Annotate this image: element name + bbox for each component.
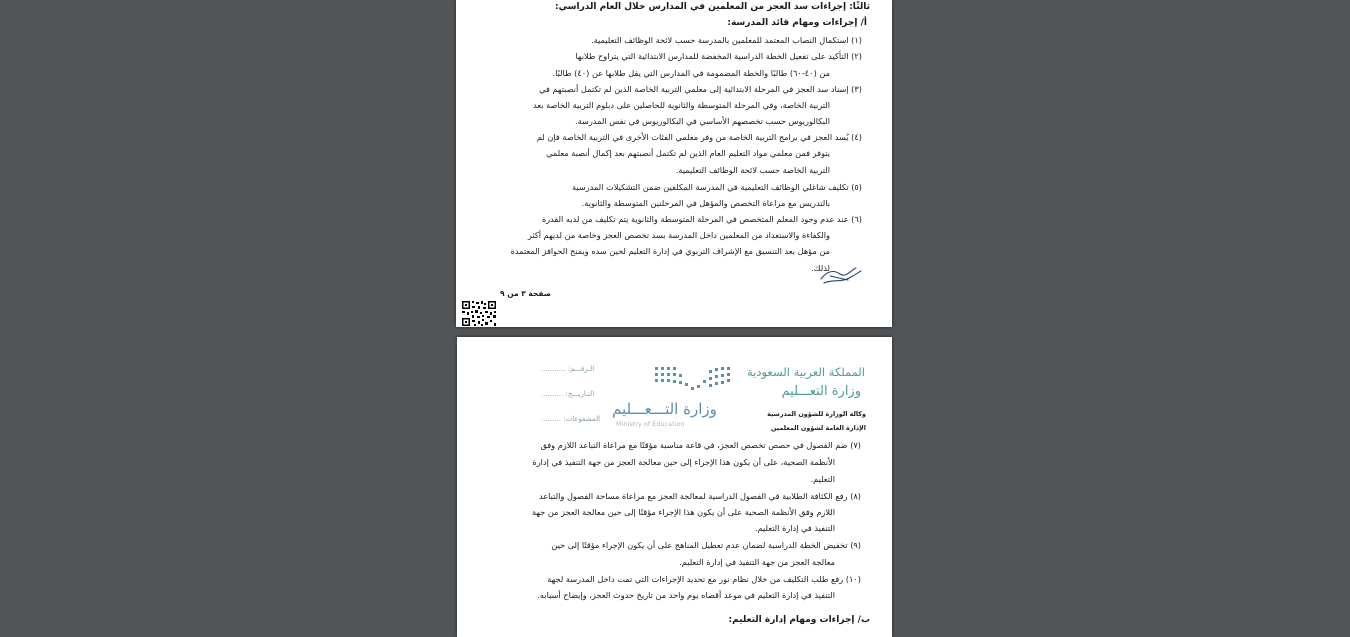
qr-code-icon xyxy=(461,300,497,327)
text-line: (٤) يُسد العجز في برامج التربية الخاصة من وفر معلمي الفئات الأخرى في التربية الخاصة فإن لم xyxy=(536,132,862,142)
letterhead-agency: وكالة الوزارة للشؤون المدرسية xyxy=(767,410,866,418)
ministry-logo-english: Ministry of Education xyxy=(616,420,685,428)
text-line: (١) استكمال النصاب المعتمد للمعلمين بالمدرسة حسب لائحة الوظائف التعليمية. xyxy=(591,35,862,45)
text-line: التنفيذ في إدارة التعليم. xyxy=(754,523,835,533)
text-line: والكفاءة والاستعداد من المعلمين داخل المدرسة بسد تخصص العجز وخاصة من لديهم أكثر xyxy=(527,230,830,240)
signature-icon xyxy=(818,262,864,288)
text-line: اللازم وفق الأنظمة الصحية على أن يكون هذا الإجراء مؤقتًا إلى حين معالجة العجز من جهة xyxy=(532,507,835,517)
text-line: يتوفر فمن معلمي مواد التعليم العام الذين لم تكتمل أنصبتهم بعد إكمال أنصبة معلمي xyxy=(546,148,830,158)
text-line: الأنظمة الصحية، على أن يكون هذا الإجراء إلى حين معالجة العجز من جهة التنفيذ في إدارة xyxy=(532,457,835,467)
text-line: معالجة العجز من جهة التنفيذ في إدارة التعليم. xyxy=(679,557,835,567)
text-line: من (٤٠-٦٠) طالبًا والخطة المضمومة في المدارس التي يقل طلابها عن (٤٠) طالبًا. xyxy=(552,68,830,78)
section-heading: أ/ إجراءات ومهام قائد المدرسة: xyxy=(727,18,867,28)
text-line: (٧) ضم الفصول في حصص تخصص العجز، في قاعة مناسبة مؤقتًا مع مراعاة التباعد اللازم وفق xyxy=(540,440,861,450)
text-line: بالتدريس مع مراعاة التخصص والمؤهل في المرحلتين المتوسطة والثانوية. xyxy=(581,198,830,208)
ministry-logo-text: وزارة التـــعـــليم xyxy=(612,400,717,418)
section-heading: ثالثًا: إجراءات سد العجز من المعلمين في المدارس خلال العام الدراسي: xyxy=(554,2,870,12)
text-line: (٥) تكليف شاغلي الوظائف التعليمية في المدرسة المكلفين ضمن التشكيلات المدرسية xyxy=(571,182,862,192)
letterhead-attachments-field: المشفوعات: ......... xyxy=(541,415,601,423)
text-line: من مؤهل بعد التنسيق مع الإشراف التربوي في إدارة التعليم لحين سده ويمنح الحوافز المعتمدة xyxy=(510,246,830,256)
text-line: (١٠) رفع طلب التكليف من خلال نظام نور مع تحديد الإجراءات التي تمت داخل المدرسة لجهة xyxy=(547,574,861,584)
pdf-page-3 xyxy=(456,0,892,327)
text-line: (٣) إسناد سد العجز في المرحلة الابتدائية إلى معلمي التربية الخاصة الذين لم تكتمل أنصبتهم في xyxy=(539,84,862,94)
text-line: (٦) عند عدم وجود المعلم المتخصص في المرحلة المتوسطة والثانوية يتم تكليف من لديه القدرة xyxy=(541,214,862,224)
pdf-page-4 xyxy=(457,337,892,637)
text-line: لذلك. xyxy=(811,263,830,273)
letterhead-department: الإدارة العامة لشؤون المعلمين xyxy=(770,424,866,432)
letterhead-ministry: وزارة التعـــليم xyxy=(781,384,861,399)
page-number: صفحة ٣ من ٩ xyxy=(500,289,551,298)
letterhead-date-field: التـاريـــخ: .......... xyxy=(541,390,595,398)
text-line: (٨) رفع الكثافة الطلابية في الفصول الدراسية لمعالجة العجز مع مراعاة مساحة الفصول والتباعد xyxy=(539,491,861,501)
text-line: (٩) تخفيض الخطة الدراسية لضمان عدم تعطيل المناهج على أن يكون الإجراء مؤقتًا إلى حين xyxy=(551,540,861,550)
text-line: التعليم. xyxy=(810,474,835,484)
text-line: (٢) التأكيد على تفعيل الخطة الدراسية المخفضة للمدارس الابتدائية التي يتراوح طلابها xyxy=(575,51,862,61)
text-line: البكالوريوس حسب تخصصهم الأساسي في البكالوريوس في نفس المدرسة. xyxy=(574,116,830,126)
letterhead-kingdom: المملكة العربية السعودية xyxy=(747,365,865,379)
text-line: التربية الخاصة حسب لائحة الوظائف التعليمية. xyxy=(675,165,830,175)
section-heading: ب/ إجراءات ومهام إدارة التعليم: xyxy=(728,615,870,625)
text-line: التربية الخاصة، وفي المرحلة المتوسطة والثانوية للحاصلين على دبلوم التربية الخاصة بعد xyxy=(533,100,830,110)
letterhead-number-field: الـرقـــم: ........... xyxy=(541,365,595,373)
text-line: التنفيذ في إدارة التعليم في موعد أقصاه يوم واحد من تاريخ حدوث العجز، وإيضاح أسبابه. xyxy=(537,590,835,600)
ministry-logo-icon xyxy=(647,365,739,395)
